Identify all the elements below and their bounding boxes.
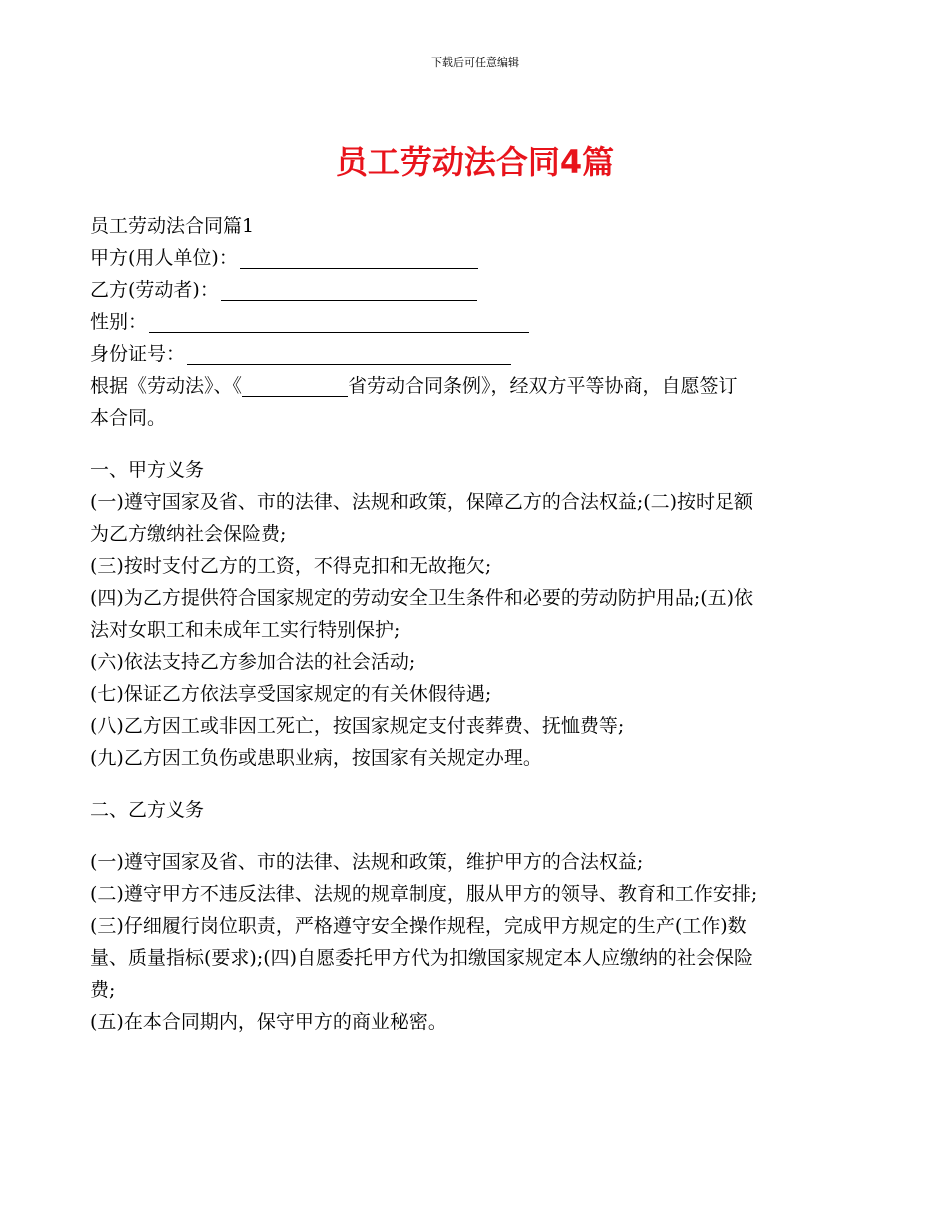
party-b-row	[90, 274, 865, 306]
party-b-label: 乙方(劳动者)：	[90, 279, 219, 301]
section-1-line: 为乙方缴纳社会保险费;	[90, 523, 287, 545]
section-1-line: (六)依法支持乙方参加合法的社会活动;	[90, 651, 416, 673]
document-title: 员工劳动法合同4篇	[335, 143, 615, 181]
basis-row	[90, 370, 865, 402]
basis-text-part1: 根据《劳动法》、《	[90, 375, 243, 397]
section-2-line: 量、质量指标(要求);(四)自愿委托甲方代为扣缴国家规定本人应缴纳的社会保险	[90, 947, 754, 969]
section-1-line: (八)乙方因工或非因工死亡，按国家规定支付丧葬费、抚恤费等;	[90, 715, 625, 737]
section-1-line: (七)保证乙方依法享受国家规定的有关休假待遇;	[90, 683, 492, 705]
section-1-line: 法对女职工和未成年工实行特别保护;	[90, 619, 401, 641]
id-number-row	[90, 338, 865, 370]
province-blank	[242, 370, 348, 397]
section-2-line: (三)仔细履行岗位职责，严格遵守安全操作规程，完成甲方规定的生产(工作)数	[90, 915, 747, 937]
party-b-blank	[221, 274, 477, 301]
section-2-line: (二)遵守甲方不违反法律、法规的规章制度，服从甲方的领导、教育和工作安排;	[90, 883, 758, 905]
section-1-line: (四)为乙方提供符合国家规定的劳动安全卫生条件和必要的劳动防护用品;(五)依	[90, 587, 754, 609]
section-2-heading: 二、乙方义务	[90, 799, 205, 821]
contract-subtitle: 员工劳动法合同篇1	[90, 215, 255, 237]
section-1-line: (九)乙方因工负伤或患职业病，按国家有关规定办理。	[90, 747, 542, 769]
document-body	[90, 210, 865, 1038]
paragraph-spacer	[90, 434, 865, 454]
party-a-row	[90, 242, 865, 274]
gender-blank	[149, 306, 529, 333]
section-1-line: (一)遵守国家及省、市的法律、法规和政策，保障乙方的合法权益;(二)按时足额	[90, 491, 754, 513]
paragraph-spacer	[90, 774, 865, 794]
section-2-line: (一)遵守国家及省、市的法律、法规和政策，维护甲方的合法权益;	[90, 851, 644, 873]
section-1-heading: 一、甲方义务	[90, 459, 205, 481]
gender-label: 性别：	[90, 311, 148, 333]
party-a-blank	[240, 242, 478, 269]
id-number-blank	[187, 338, 511, 365]
header-note: 下载后可任意编辑	[431, 56, 519, 69]
section-2-line: 费;	[90, 979, 116, 1001]
basis-row-2: 本合同。	[90, 407, 167, 429]
party-a-label: 甲方(用人单位)：	[90, 247, 238, 269]
paragraph-spacer	[90, 826, 865, 846]
section-1-line: (三)按时支付乙方的工资，不得克扣和无故拖欠;	[90, 555, 492, 577]
gender-row	[90, 306, 865, 338]
id-number-label: 身份证号：	[90, 343, 186, 365]
section-2-line: (五)在本合同期内，保守甲方的商业秘密。	[90, 1011, 447, 1033]
basis-text-part2: 省劳动合同条例》，经双方平等协商，自愿签订	[348, 375, 738, 397]
